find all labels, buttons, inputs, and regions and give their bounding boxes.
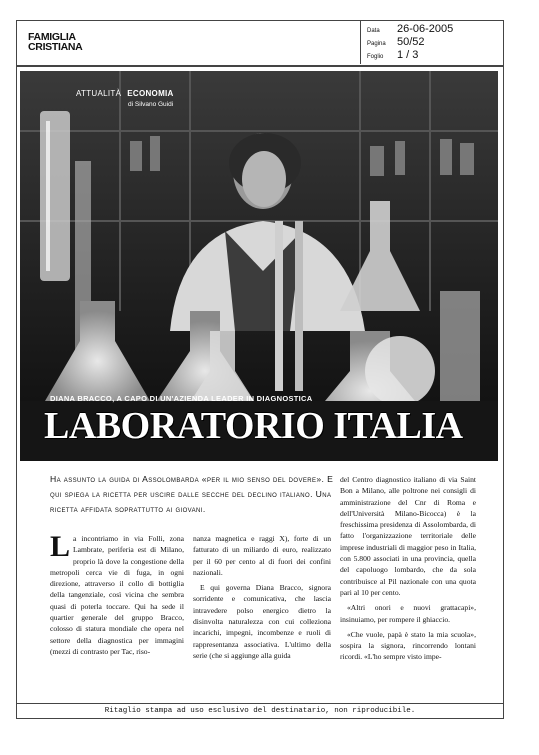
clipping-meta: [360, 20, 503, 64]
column-3: [340, 474, 476, 667]
column-2: [193, 533, 331, 665]
drop-cap: L: [50, 530, 71, 563]
paragraph: «Altri onori e nuovi grattacapi», insinuiamo, per rompere il ghiaccio.: [340, 603, 476, 624]
section-kicker: [76, 89, 174, 98]
subsection-label: ECONOMIA: [127, 89, 174, 98]
data-value: 26-06-2005: [397, 23, 454, 35]
paragraph: del Centro diagnostico italiano di via Saint Bon a Milano, alle poltrone nei consigli di amministrazione del Cnr di Roma e dell'Università Milano-Bicocca) è la freschissima presidenza di Assolombarda, di fatto l'organizzazione territoriale delle imprese industriali di maggior peso in Italia, con 5.800 associati in una provincia, quella del capoluogo lombardo, che da sola contribuisce al Pil nazionale con una quota pari al 10 per cento.: [340, 475, 476, 597]
pagina-value: 50/52: [397, 36, 425, 48]
paragraph: [50, 530, 184, 657]
paragraph: nanza magnetica e raggi X), forte di un fatturato di un miliardo di euro, realizzato per il 60 per cento al di fuori dei confini nazionali.: [193, 534, 331, 577]
paragraph: E qui governa Diana Bracco, signora sorridente e comunicativa, che lascia intravedere polso energico dietro la disinvolta naturalezza con cui colleziona incarichi, impegni, incombenze e ruoli di rappresentanza associativa. L'ultimo della serie (che si aggiunge alla guida: [193, 583, 331, 660]
photo-caption: DIANA BRACCO, A CAPO DI UN'AZIENDA LEADER IN DIAGNOSTICA: [50, 394, 313, 403]
article-lead: Ha assunto la guida di Assolombarda «per il mio senso del dovere». E qui spiega la ricetta per uscire dalle secche del declino italiano. Una ricetta affidata soprattutto ai giovani.: [50, 474, 334, 514]
paragraph-text: a incontriamo in via Folli, zona Lambrate, periferia est di Milano, proprio là dove la congestione della metropoli cerca vie di fuga, in ogni direzione, attraverso il collo di bottiglia della tangenziale, così vicina che sembra quasi di poterla toccare. Qui ha sede il quartier generale del gruppo Bracco, colosso di statura mondiale che opera nel settore della diagnostica per immagini (mezzi di contrasto per Tac, riso-: [50, 534, 184, 656]
paragraph: «Che vuole, papà è stato la mia scuola», sospira la signora, rincorrendo lontani ricordi. «L'ho sempre visto impe-: [340, 629, 476, 662]
foglio-label: Foglio: [367, 54, 384, 60]
section-label: ATTUALITÀ: [76, 89, 122, 98]
data-label: Data: [367, 28, 380, 34]
publication-logo: [28, 32, 82, 52]
foglio-value: 1 / 3: [397, 49, 419, 61]
logo-line-2: CRISTIANA: [28, 41, 83, 53]
reproduction-notice: Ritaglio stampa ad uso esclusivo del destinatario, non riproducibile.: [16, 703, 504, 719]
article-title: LABORATORIO ITALIA: [44, 405, 463, 447]
author-byline: di Silvano Guidi: [128, 101, 174, 108]
pagina-label: Pagina: [367, 41, 386, 47]
logo-line-1: FAMIGLIA: [28, 31, 76, 43]
column-1: [50, 530, 184, 661]
